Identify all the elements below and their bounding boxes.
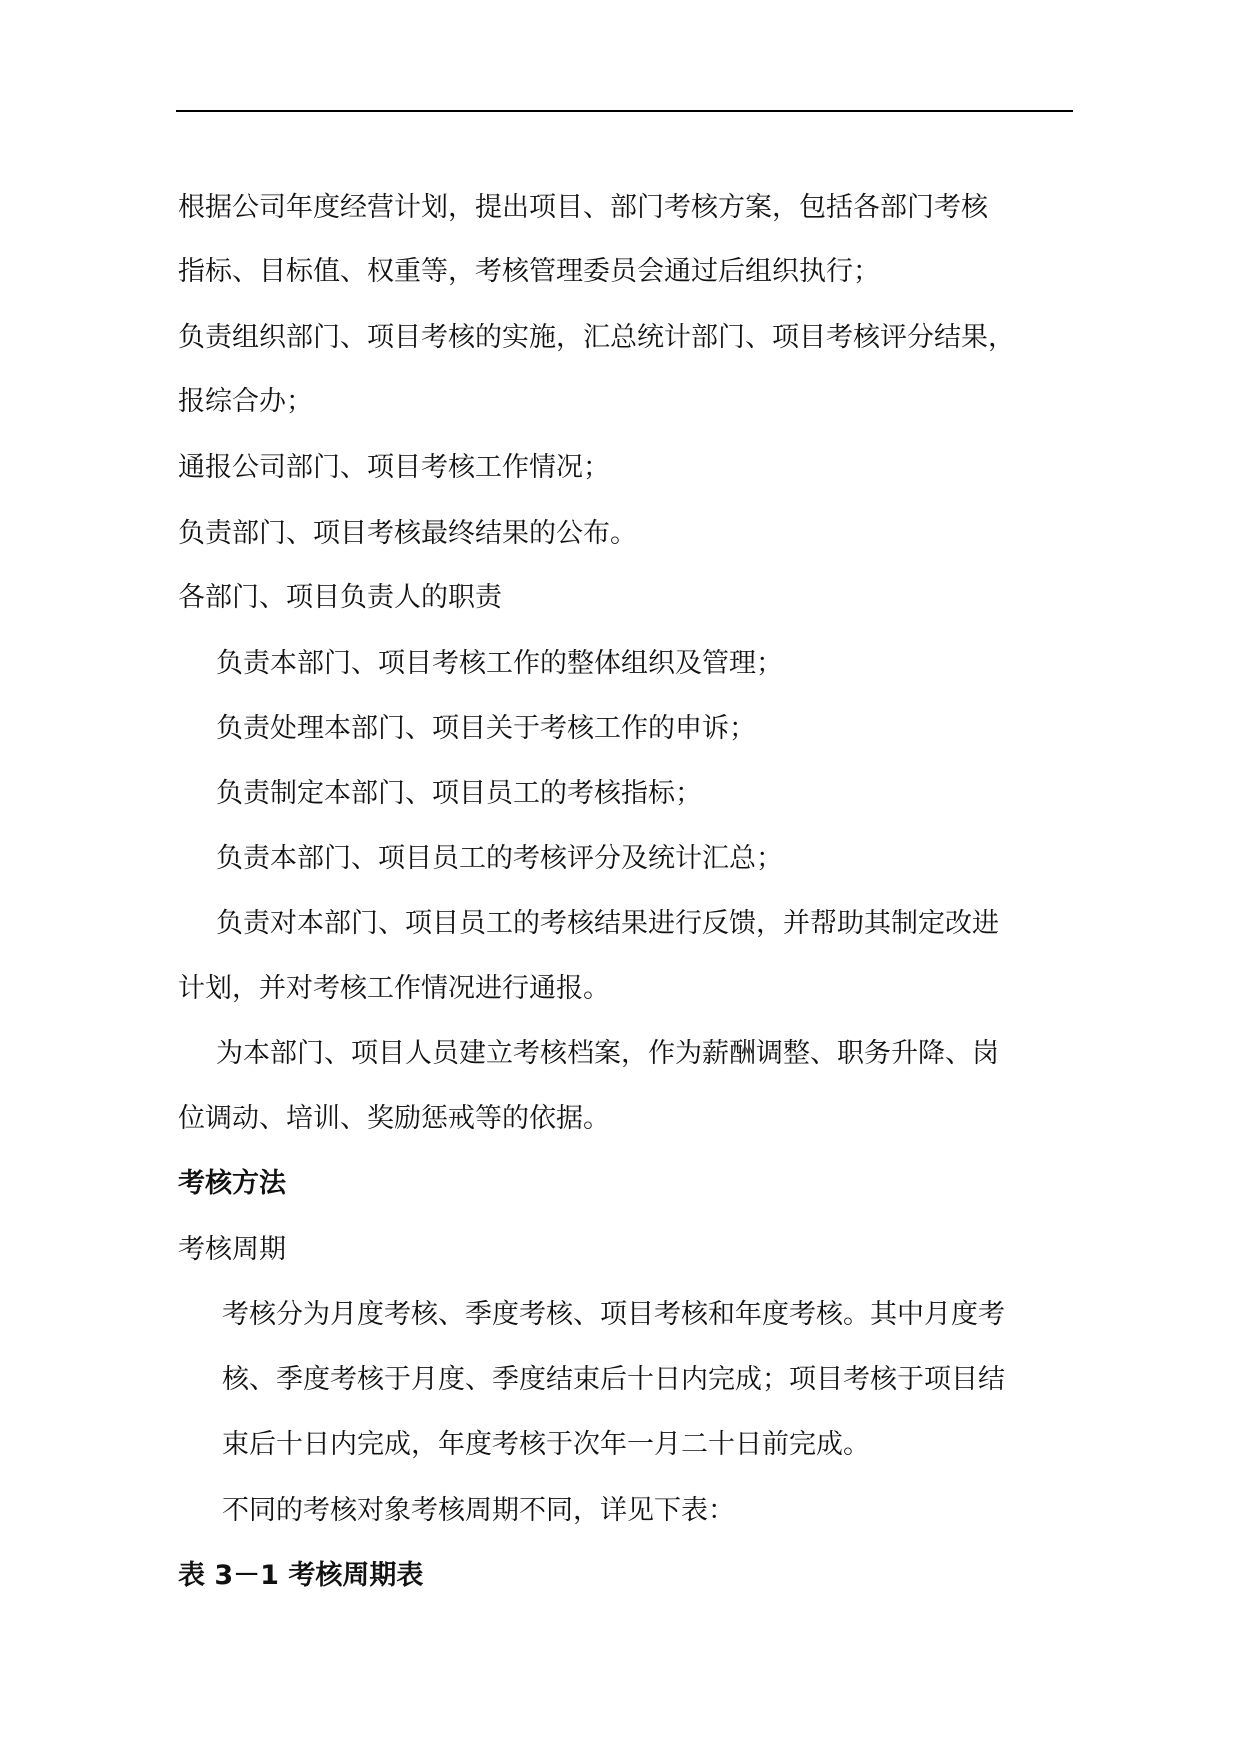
list-item: 负责本部门、项目考核工作的整体组织及管理； xyxy=(216,648,783,679)
paragraph-line: 核、季度考核于月度、季度结束后十日内完成；项目考核于项目结 xyxy=(222,1364,1005,1395)
list-item: 负责制定本部门、项目员工的考核指标； xyxy=(216,778,702,809)
list-item: 为本部门、项目人员建立考核档案，作为薪酬调整、职务升降、岗 xyxy=(216,1038,999,1069)
subsection-heading: 考核周期 xyxy=(178,1234,286,1265)
section-title: 考核方法 xyxy=(178,1168,286,1199)
text-line: 通报公司部门、项目考核工作情况； xyxy=(178,452,610,483)
list-item: 负责本部门、项目员工的考核评分及统计汇总； xyxy=(216,843,783,874)
text-line: 指标、目标值、权重等，考核管理委员会通过后组织执行； xyxy=(178,256,880,287)
table-caption: 表 3－1 考核周期表 xyxy=(178,1560,424,1591)
paragraph-line: 不同的考核对象考核周期不同，详见下表： xyxy=(222,1495,735,1526)
text-line: 根据公司年度经营计划，提出项目、部门考核方案，包括各部门考核 xyxy=(178,192,988,223)
list-item: 负责对本部门、项目员工的考核结果进行反馈，并帮助其制定改进 xyxy=(216,908,999,939)
paragraph-line: 考核分为月度考核、季度考核、项目考核和年度考核。其中月度考 xyxy=(222,1299,1005,1330)
paragraph-line: 束后十日内完成，年度考核于次年一月二十日前完成。 xyxy=(222,1429,870,1460)
section-heading: 各部门、项目负责人的职责 xyxy=(178,582,502,613)
text-line: 位调动、培训、奖励惩戒等的依据。 xyxy=(178,1103,610,1134)
text-line: 计划，并对考核工作情况进行通报。 xyxy=(178,973,610,1004)
text-line: 报综合办； xyxy=(178,386,313,417)
header-rule xyxy=(176,110,1073,112)
list-item: 负责处理本部门、项目关于考核工作的申诉； xyxy=(216,713,756,744)
text-line: 负责组织部门、项目考核的实施，汇总统计部门、项目考核评分结果， xyxy=(178,322,1015,353)
text-line: 负责部门、项目考核最终结果的公布。 xyxy=(178,518,637,549)
